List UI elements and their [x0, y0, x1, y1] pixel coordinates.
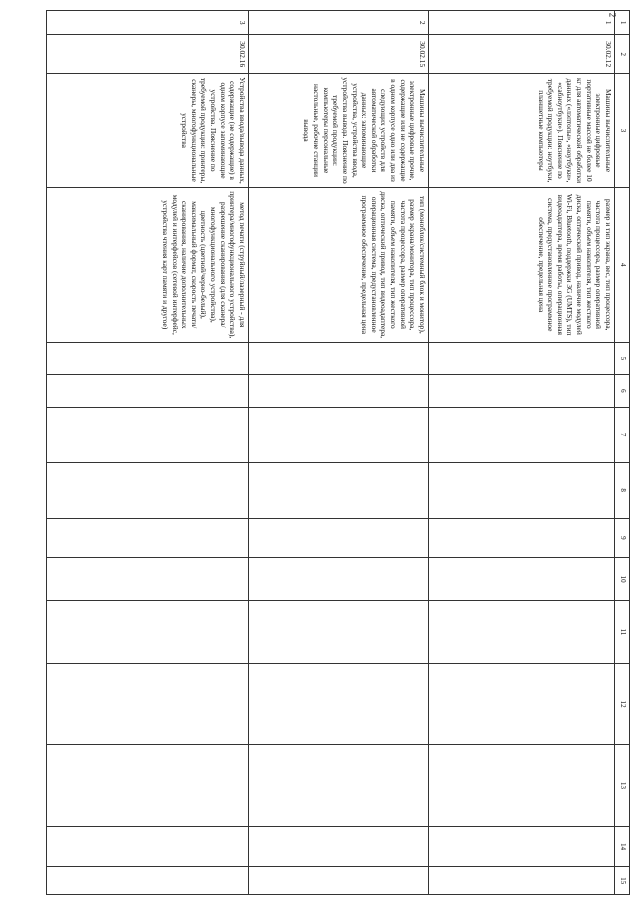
empty-cell — [249, 826, 429, 867]
col-header: 11 — [615, 600, 630, 663]
empty-cell — [47, 462, 249, 518]
empty-cell — [429, 558, 615, 601]
empty-cell — [429, 826, 615, 867]
col-header: 12 — [615, 663, 630, 744]
row-code: 30.02.12 — [429, 35, 615, 74]
row-code: 30.02.15 — [249, 35, 429, 74]
empty-cell — [249, 745, 429, 826]
empty-cell — [249, 407, 429, 462]
empty-cell — [47, 745, 249, 826]
col-header: 1 — [615, 11, 630, 35]
col-header: 8 — [615, 462, 630, 518]
empty-cell — [429, 518, 615, 558]
row-name: Машины вычислительные электронные цифровые прочие, содержащие или не содержащие в одном корпусе одно или два из следующих устройств для автоматической обработки данных: запоминающие устройства, устройства ввода, устройства вывода. Пояснение по требуемой продукции: компьютеры персональные настольные, рабочие станции вывода — [249, 74, 429, 188]
empty-cell — [429, 462, 615, 518]
col-header: 5 — [615, 342, 630, 375]
row-name: Машины вычислительные электронные цифровые портативные массой не более 10 кг для автоматической обработки данных («лэптопы», «ноутбуки», «сабноутбуки»). Пояснение по требуемой продукции: ноутбуки, планшетные компьютеры — [429, 74, 615, 188]
table-row — [249, 11, 429, 895]
empty-cell — [47, 375, 249, 408]
table-row — [429, 11, 615, 895]
row-characteristics: метод печати (струйный/лазерный - для принтера/многофункционального устройства), разрешение сканирования (для сканера/многофункционального устройства), цветность (цветной/черно-белый), максимальный формат, скорость печати/сканирования, наличие дополнительных модулей и интерфейсов (сетевой интерфейс, устройства чтения карт памяти и другое) — [47, 187, 249, 342]
empty-cell — [47, 342, 249, 375]
rotated-table-container — [50, 10, 630, 895]
table-row — [47, 11, 249, 895]
empty-cell — [429, 407, 615, 462]
row-name: Устройства ввода/вывода данных, содержащие (не содержащие) в одном корпусе запоминающие устройства. Пояснение по требуемой продукции: принтеры, сканеры, многофункциональные устройства — [47, 74, 249, 188]
row-number: 1 — [429, 11, 615, 35]
row-number: 3 — [47, 11, 249, 35]
col-header: 15 — [615, 867, 630, 895]
empty-cell — [249, 342, 429, 375]
empty-cell — [429, 375, 615, 408]
col-header: 6 — [615, 375, 630, 408]
page-number: 2 — [607, 12, 618, 18]
empty-cell — [429, 663, 615, 744]
empty-cell — [249, 518, 429, 558]
empty-cell — [429, 342, 615, 375]
empty-cell — [249, 462, 429, 518]
row-number: 2 — [249, 11, 429, 35]
row-characteristics: размер и тип экрана, вес, тип процессора, частота процессора, размер оперативной памяти, объем накопителя, тип жесткого диска, оптический привод, наличие модулей Wi-Fi, Bluetooth, поддержки 3G (UMTS), тип видеоадаптера, время работы, операционная система, предустановленное программное обеспечение, предельная цена — [429, 187, 615, 342]
col-header: 14 — [615, 826, 630, 867]
empty-cell — [249, 867, 429, 895]
empty-cell — [429, 600, 615, 663]
col-header: 3 — [615, 74, 630, 188]
row-characteristics: тип (моноблок/системный блок и монитор), размер экрана/монитора, тип процессора, частота процессора, размер оперативной памяти, объем накопителя, тип жесткого диска, оптический привод, тип видеоадаптера, операционная система, предустановленное программное обеспечение, предельная цена — [249, 187, 429, 342]
empty-cell — [249, 558, 429, 601]
empty-cell — [249, 375, 429, 408]
empty-cell — [47, 518, 249, 558]
empty-cell — [47, 867, 249, 895]
empty-cell — [47, 407, 249, 462]
empty-cell — [429, 867, 615, 895]
col-header: 4 — [615, 187, 630, 342]
empty-cell — [47, 826, 249, 867]
empty-cell — [47, 663, 249, 744]
empty-cell — [249, 663, 429, 744]
row-code: 30.02.16 — [47, 35, 249, 74]
col-header: 13 — [615, 745, 630, 826]
empty-cell — [47, 558, 249, 601]
empty-cell — [249, 600, 429, 663]
col-header: 2 — [615, 35, 630, 74]
header-row — [615, 11, 630, 895]
col-header: 7 — [615, 407, 630, 462]
col-header: 10 — [615, 558, 630, 601]
data-table — [46, 10, 630, 895]
empty-cell — [47, 600, 249, 663]
empty-cell — [429, 745, 615, 826]
col-header: 9 — [615, 518, 630, 558]
